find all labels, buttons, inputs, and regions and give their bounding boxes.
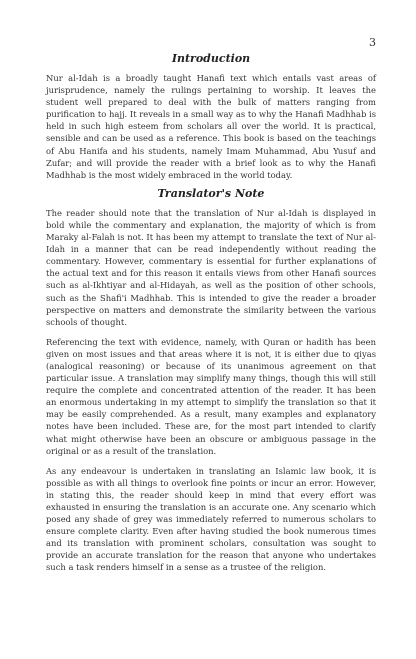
translators-note-paragraph-2: Referencing the text with evidence, namely, with Quran or hadith has been given on most issues and that areas where it is not, it is either due to qiyas (analogical reasoning) or because of its unanimous agreement on that particular issue. A translation may simplify many things, though this will still require the complete and concentrated attention of the reader. It has been an enormous undertaking in my attempt to simplify the translation so that it may be easily comprehended. As a result, many examples and explanatory notes have been included. These are, for the most part intended to clarify what might otherwise have been an obscure or ambiguous passage in the original or as a result of the translation.: [46, 336, 376, 456]
introduction-paragraph: Nur al-Idah is a broadly taught Hanafi text which entails vast areas of jurisprudence, namely the rulings pertaining to worship. It leaves the student well prepared to deal with the bulk of matters ranging from purification to hajj. It reveals in a small way as to why the Hanafi Madhhab is held in such high esteem from scholars all over the world. It is practical, sensible and can be used as a reference. This book is based on the teachings of Abu Hanifa and his students, namely Imam Muhammad, Abu Yusuf and Zufar; and will provide the reader with a brief look as to why the Hanafi Madhhab is the most widely embraced in the world today.: [46, 73, 376, 180]
translators-note-section: [46, 187, 376, 574]
page-number: 3: [369, 36, 376, 49]
translators-note-paragraph-3: As any endeavour is undertaken in translating an Islamic law book, it is possible as with all things to overlook fine points or incur an error. However, in stating this, the reader should keep in mind that every effort was exhausted in ensuring the translation is an accurate one. Any scenario which posed any shade of grey was immediately referred to numerous scholars to ensure complete clarity. Even after having studied the book numerous times and its translation with prominent scholars, consultation was sought to provide an accurate translation for the reason that anyone who undertakes such a task renders himself in a sense as a trustee of the religion.: [46, 465, 376, 573]
translators-note-paragraph-1: The reader should note that the translation of Nur al-Idah is displayed in bold while the commentary and explanation, the majority of which is from Maraky al-Falah is not. It has been my attempt to translate the text of Nur al-Idah in a manner that can be read independently without reading the commentary. However, commentary is essential for further explanations of the actual text and for this reason it entails views from other Hanafi sources such as al-Ikhtiyar and al-Hidayah, as well as the position of other schools, such as the Shafi'i Madhhab. This is intended to give the reader a broader perspective on matters and demonstrate the similarity between the various schools of thought.: [46, 207, 376, 327]
translators-note-heading: Translator's Note: [157, 186, 265, 200]
introduction-section: [46, 52, 376, 181]
introduction-heading: Introduction: [171, 52, 251, 65]
